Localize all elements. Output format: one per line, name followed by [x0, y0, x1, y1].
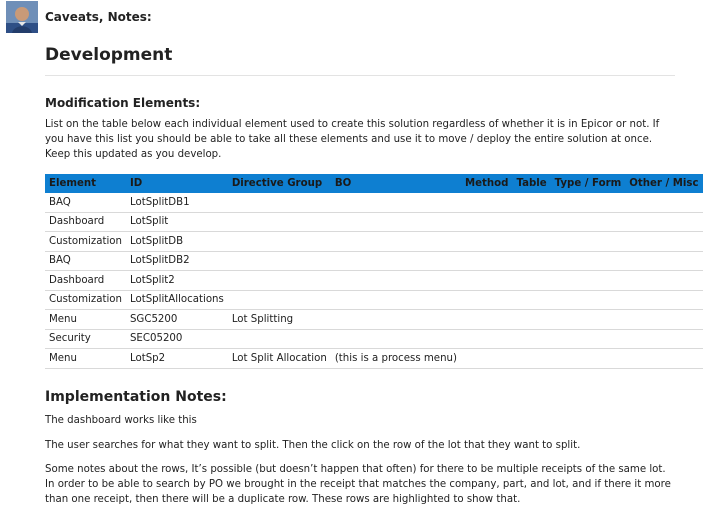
table-row: [45, 251, 703, 271]
table-header-cell: Type / Form: [551, 174, 626, 193]
user-avatar-icon: [6, 1, 38, 33]
table-cell: Menu: [45, 349, 126, 369]
notes-paragraph: The dashboard works like this: [45, 415, 197, 426]
table-cell: LotSplitAllocations: [126, 290, 228, 310]
table-cell: [461, 193, 512, 212]
table-cell: [551, 310, 626, 330]
page-title: Development: [45, 45, 173, 65]
table-cell: [551, 290, 626, 310]
table-header-cell: BO: [331, 174, 461, 193]
table-cell: [461, 290, 512, 310]
table-cell: [331, 232, 461, 252]
table-header-cell: Directive Group: [228, 174, 331, 193]
modification-elements-table: [45, 174, 703, 369]
table-cell: [331, 290, 461, 310]
table-cell: [551, 232, 626, 252]
table-header-cell: Table: [512, 174, 550, 193]
table-cell: [461, 349, 512, 369]
table-cell: [512, 271, 550, 291]
table-cell: [228, 251, 331, 271]
table-cell: LotSplit2: [126, 271, 228, 291]
table-cell: [461, 271, 512, 291]
table-cell: [551, 349, 626, 369]
notes-paragraph: The user searches for what they want to split. Then the click on the row of the lot that they want to split.: [45, 440, 581, 451]
table-cell: [461, 310, 512, 330]
table-cell: SEC05200: [126, 329, 228, 349]
table-row: [45, 193, 703, 212]
table-cell: [625, 329, 702, 349]
table-cell: [512, 290, 550, 310]
table-header-cell: Method: [461, 174, 512, 193]
table-cell: Dashboard: [45, 212, 126, 232]
table-cell: LotSplitDB1: [126, 193, 228, 212]
table-cell: [331, 251, 461, 271]
table-cell: [228, 290, 331, 310]
table-cell: [551, 193, 626, 212]
table-cell: [228, 193, 331, 212]
table-cell: Lot Split Allocation: [228, 349, 331, 369]
table-cell: [625, 310, 702, 330]
table-row: [45, 232, 703, 252]
table-row: [45, 271, 703, 291]
table-cell: [625, 232, 702, 252]
modification-elements-heading: Modification Elements:: [45, 96, 201, 110]
table-cell: LotSplit: [126, 212, 228, 232]
table-cell: [512, 212, 550, 232]
table-cell: LotSplitDB2: [126, 251, 228, 271]
user-avatar[interactable]: [6, 1, 38, 33]
table-cell: [551, 271, 626, 291]
table-cell: [551, 329, 626, 349]
table-cell: [331, 329, 461, 349]
table-cell: [512, 349, 550, 369]
table-row: [45, 212, 703, 232]
table-cell: Security: [45, 329, 126, 349]
implementation-notes-heading: Implementation Notes:: [45, 389, 227, 405]
table-cell: [625, 212, 702, 232]
table-cell: [625, 271, 702, 291]
table-cell: [228, 212, 331, 232]
table-cell: [551, 251, 626, 271]
table-cell: Customization: [45, 290, 126, 310]
table-cell: [228, 329, 331, 349]
table-cell: (this is a process menu): [331, 349, 461, 369]
table-row: [45, 290, 703, 310]
table-cell: [461, 251, 512, 271]
table-header-cell: Element: [45, 174, 126, 193]
table-cell: [625, 251, 702, 271]
table-cell: SGC5200: [126, 310, 228, 330]
table-cell: [625, 290, 702, 310]
table-cell: [461, 232, 512, 252]
table-row: [45, 349, 703, 369]
table-cell: BAQ: [45, 251, 126, 271]
table-header-cell: ID: [126, 174, 228, 193]
post-section-label: Caveats, Notes:: [45, 10, 152, 24]
table-header-row: [45, 174, 703, 193]
table-cell: [512, 232, 550, 252]
table-cell: BAQ: [45, 193, 126, 212]
table-cell: [512, 329, 550, 349]
table-cell: [512, 251, 550, 271]
table-cell: [625, 349, 702, 369]
table-cell: [551, 212, 626, 232]
table-cell: [228, 271, 331, 291]
table-cell: [461, 329, 512, 349]
intro-paragraph: List on the table below each individual element used to create this solution regardless of whether it is in Epicor or not. If you have this list you should be able to take all these elements and use it to move / deploy the entire solution at once. Keep this updated as you develop.: [45, 119, 660, 160]
table-cell: Menu: [45, 310, 126, 330]
table-row: [45, 310, 703, 330]
table-cell: [331, 271, 461, 291]
table-cell: [625, 193, 702, 212]
table-cell: [512, 310, 550, 330]
notes-paragraph: Some notes about the rows, It’s possible (but doesn’t happen that often) for there to be multiple receipts of the same lot. In order to be able to search by PO we brought in the receipt that matches the company, part, and lot, and if there it more than one receipt, then there will be a duplicate row. These rows are highlighted to show that.: [45, 464, 671, 505]
table-cell: [512, 193, 550, 212]
table-cell: LotSplitDB: [126, 232, 228, 252]
table-row: [45, 329, 703, 349]
table-cell: [228, 232, 331, 252]
title-divider: [45, 75, 675, 76]
table-cell: LotSp2: [126, 349, 228, 369]
table-cell: Customization: [45, 232, 126, 252]
table-cell: [331, 212, 461, 232]
table-cell: [331, 193, 461, 212]
table-header-cell: Other / Misc: [625, 174, 702, 193]
table-cell: [331, 310, 461, 330]
table-cell: Dashboard: [45, 271, 126, 291]
table-cell: [461, 212, 512, 232]
table-cell: Lot Splitting: [228, 310, 331, 330]
